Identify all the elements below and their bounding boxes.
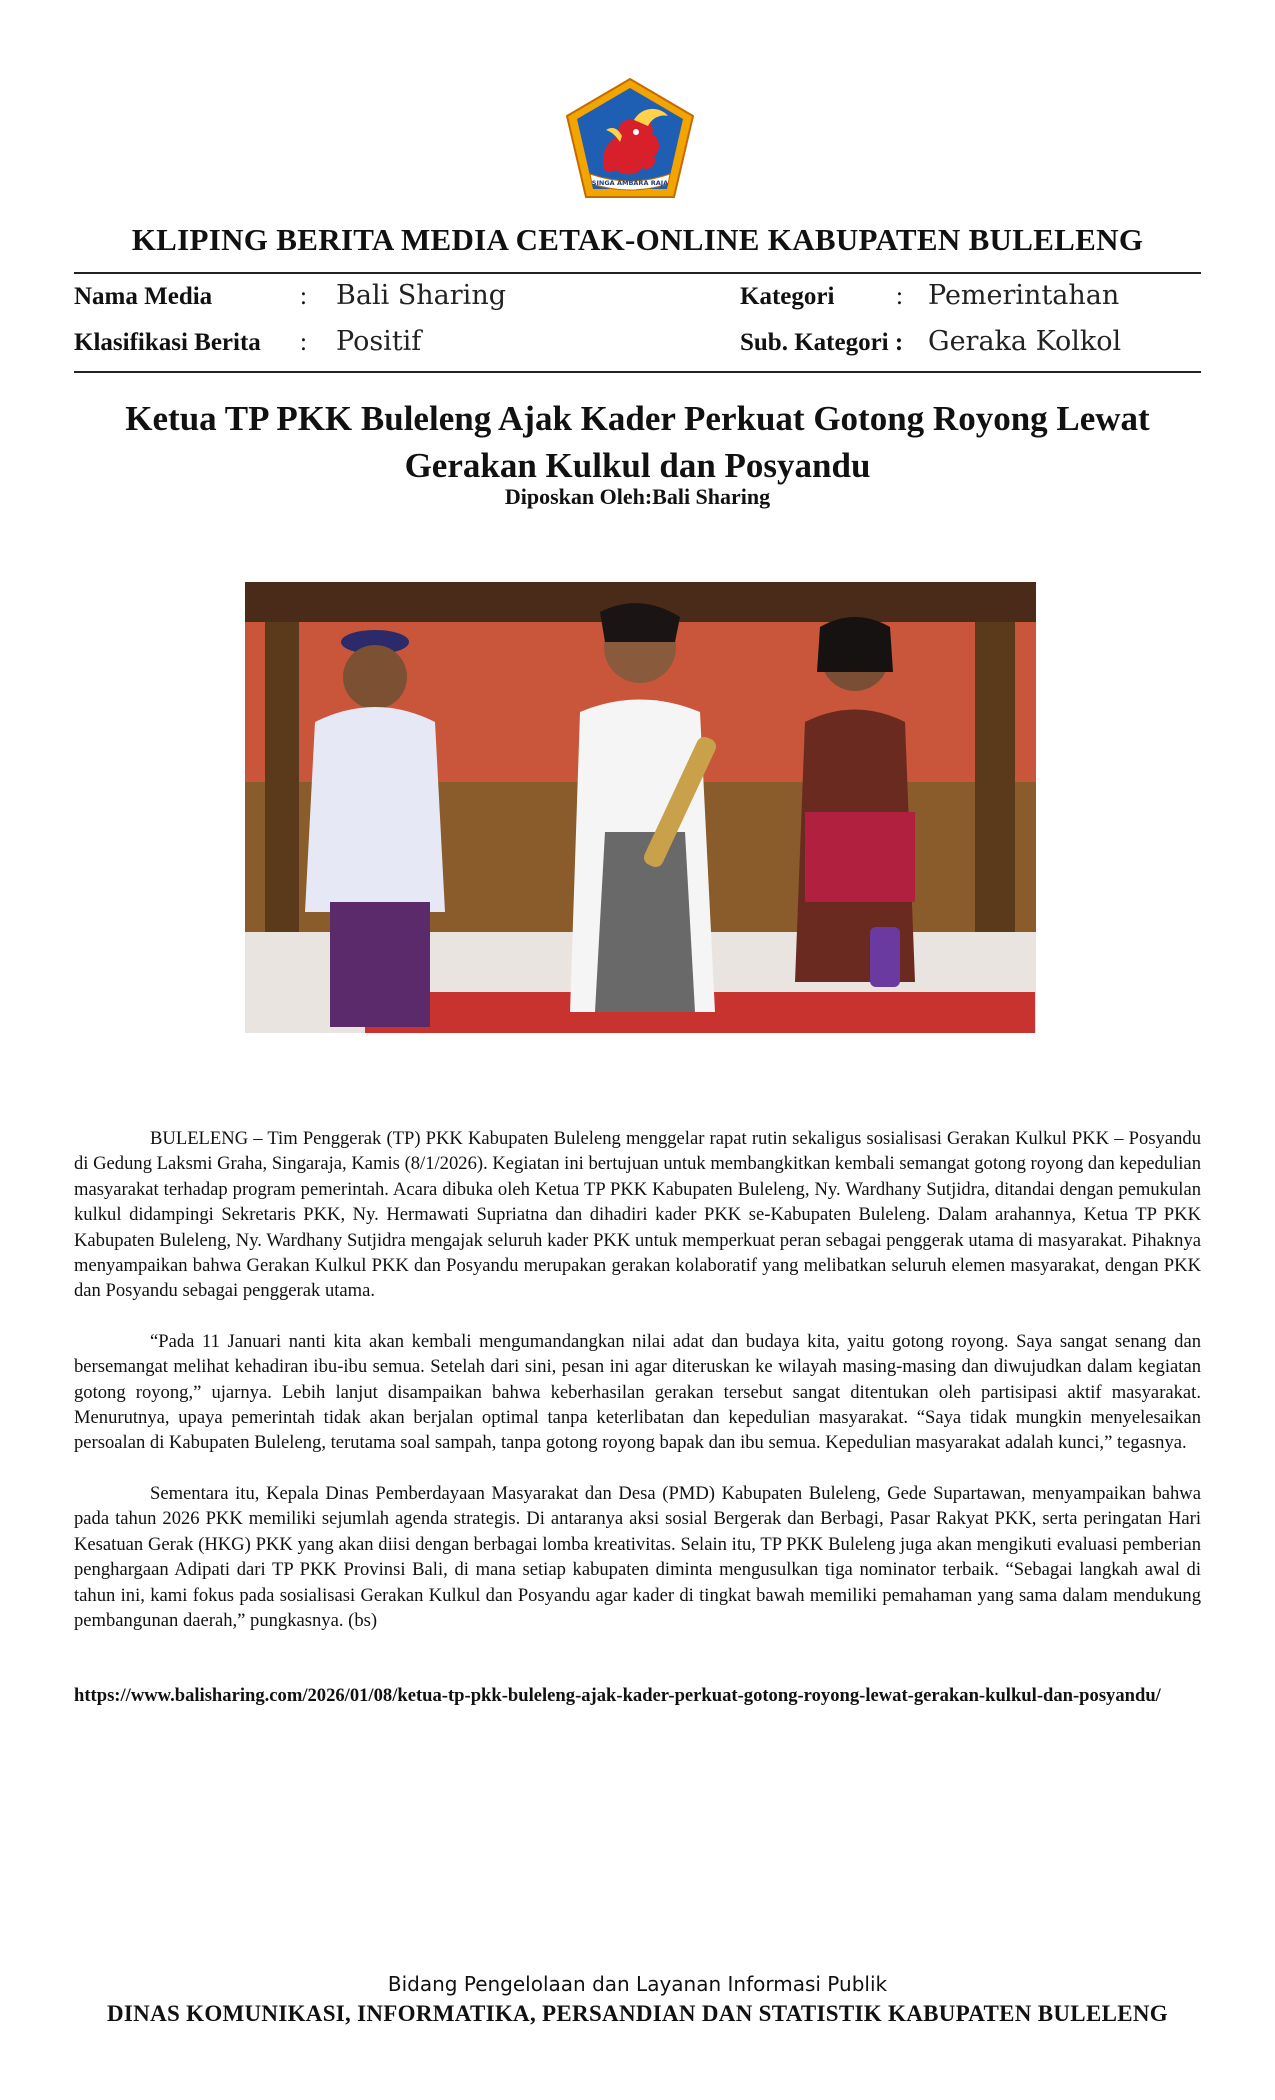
buleleng-emblem-logo [564,76,696,200]
article-body [74,1126,1201,1658]
subcategory-label: Sub. Kategori : [740,329,904,356]
footer-office-name: DINAS KOMUNIKASI, INFORMATIKA, PERSANDIAN DAN STATISTIK KABUPATEN BULELENG [107,2001,1168,2026]
header-bottom-rule [74,371,1201,373]
category-colon: : [896,283,903,310]
article-byline: Diposkan Oleh:Bali Sharing [504,484,771,509]
media-name-label: Nama Media [74,283,213,310]
clipping-header-title: KLIPING BERITA MEDIA CETAK-ONLINE KABUPATEN BULELENG [131,222,1144,257]
classification-colon: : [300,329,307,356]
article-paragraph: BULELENG – Tim Penggerak (TP) PKK Kabupaten Buleleng menggelar rapat rutin sekaligus sosialisasi Gerakan Kulkul PKK – Posyandu di Gedung Laksmi Graha, Singaraja, Kamis (8/1/2026). Kegiatan ini bertujuan untuk membangkitkan kembali semangat gotong royong dan kepedulian masyarakat terhadap program pemerintah. Acara dibuka oleh Ketua TP PKK Kabupaten Buleleng, Ny. Wardhany Sutjidra, ditandai dengan pemukulan kulkul didampingi Sekretaris PKK, Ny. Hermawati Supriatna dan dihadiri kader PKK se-Kabupaten Buleleng. Dalam arahannya, Ketua TP PKK Kabupaten Buleleng, Ny. Wardhany Sutjidra mengajak seluruh kader PKK untuk memperkuat peran sebagai penggerak utama di masyarakat. Pihaknya menyampaikan bahwa Gerakan Kulkul PKK dan Posyandu merupakan gerakan kolaboratif yang melibatkan seluruh elemen masyarakat, dengan PKK dan Posyandu sebagai penggerak utama. [74,1128,1201,1302]
header-top-rule [74,272,1201,274]
article-paragraph: Sementara itu, Kepala Dinas Pemberdayaan Masyarakat dan Desa (PMD) Kabupaten Buleleng, Gede Supartawan, menyampaikan bahwa pada tahun 2026 PKK memiliki sejumlah agenda strategis. Di antaranya aksi sosial Bergerak dan Berbagi, Pasar Rakyat PKK, serta peringatan Hari Kesatuan Gerak (HKG) PKK yang akan diisi dengan berbagai lomba kreativitas. Selain itu, TP PKK Buleleng juga akan mengikuti evaluasi pemberian penghargaan Adipati dari TP PKK Provinsi Bali, di mana setiap kabupaten diminta mengusulkan tiga nominator terbaik. “Sebagai langkah awal di tahun ini, kami fokus pada sosialisasi Gerakan Kulkul dan Posyandu agar kader di tingkat bawah memiliki pemahaman yang sama dalam mendukung pembangunan daerah,” pungkasnya. (bs) [74,1482,1201,1631]
svg-text:SINGA AMBARA RAJA: SINGA AMBARA RAJA [591,179,669,187]
classification-value: Positif [336,326,422,357]
category-label: Kategori [740,283,835,310]
subcategory-value: Geraka Kolkol [928,326,1122,357]
category-value: Pemerintahan [928,280,1120,311]
article-title: Ketua TP PKK Buleleng Ajak Kader Perkuat Gotong Royong Lewat Gerakan Kulkul dan Posyandu [125,399,1150,485]
media-name-colon: : [300,283,307,310]
article-photo [245,582,1036,1033]
classification-label: Klasifikasi Berita [74,329,261,356]
article-paragraph: “Pada 11 Januari nanti kita akan kembali mengumandangkan nilai adat dan budaya kita, yaitu gotong royong. Saya sangat senang dan bersemangat melihat kehadiran ibu-ibu semua. Setelah dari sini, pesan ini agar diteruskan ke wilayah masing-masing dan diwujudkan dalam kegiatan gotong royong,” ujarnya. Lebih lanjut disampaikan bahwa keberhasilan gerakan tersebut sangat ditentukan oleh partisipasi aktif masyarakat. Menurutnya, upaya pemerintah tidak akan berjalan optimal tanpa keterlibatan dan kepedulian masyarakat. “Saya tidak mungkin menyelesaikan persoalan di Kabupaten Buleleng, terutama soal sampah, tanpa gotong royong bapak dan ibu semua. Kepedulian masyarakat adalah kunci,” tegasnya. [74,1330,1201,1454]
media-name-value: Bali Sharing [336,280,506,311]
source-url-link[interactable]: https://www.balisharing.com/2026/01/08/ketua-tp-pkk-buleleng-ajak-kader-perkuat-gotong-royong-lewat-gerakan-kulkul-dan-posyandu/ [74,1685,1161,1706]
footer-unit-name: Bidang Pengelolaan dan Layanan Informasi Publik [387,1972,888,1996]
